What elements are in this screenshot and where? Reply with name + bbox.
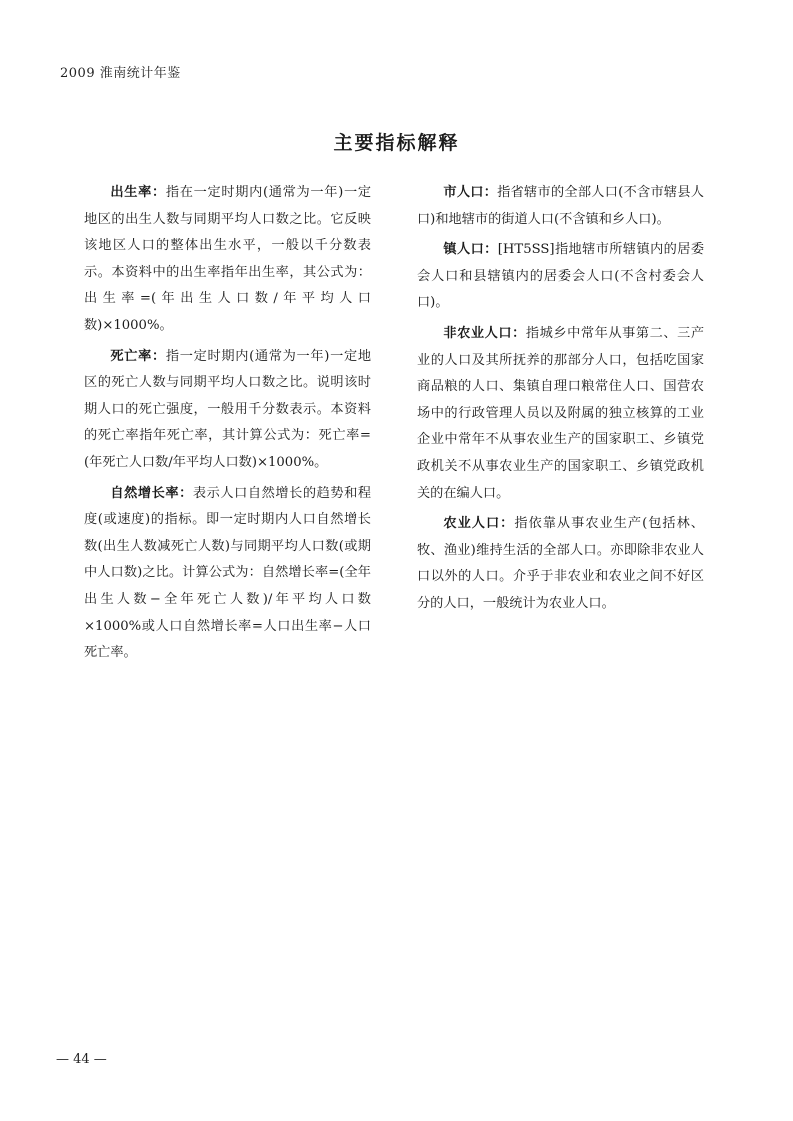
page-number: — 44 — xyxy=(56,1052,107,1067)
definition-text: 指在一定时期内(通常为一年)一定地区的出生人数与同期平均人口数之比。它反映该地区人口的整体出生水平，一般以千分数表示。本资料中的出生率指年出生率，其公式为：出生率=(年出生人口数/年平均人口数)×1000%。 xyxy=(84,185,372,333)
definition-birth-rate xyxy=(84,180,371,340)
left-column xyxy=(84,180,371,671)
term-non-agricultural-population: 非农业人口： xyxy=(443,325,526,341)
running-head: 2009 淮南统计年鉴 xyxy=(60,66,181,81)
definition-text: [HT5SS]指地辖市所辖镇内的居委会人口和县辖镇内的居委会人口(不含村委会人口)。 xyxy=(417,242,705,311)
term-agricultural-population: 农业人口： xyxy=(443,516,515,532)
definition-town-population xyxy=(417,237,704,317)
term-birth-rate: 出生率： xyxy=(110,185,166,200)
definition-natural-growth-rate xyxy=(84,481,371,667)
right-column xyxy=(417,180,704,622)
definition-text: 指省辖市的全部人口(不含市辖县人口)和地辖市的街道人口(不含镇和乡人口)。 xyxy=(417,185,704,227)
definition-city-population xyxy=(417,180,704,233)
term-town-population: 镇人口： xyxy=(443,242,498,258)
definition-agricultural-population xyxy=(417,511,704,617)
term-city-population: 市人口： xyxy=(443,185,498,200)
term-death-rate: 死亡率： xyxy=(110,348,166,364)
page-title: 主要指标解释 xyxy=(333,132,460,154)
term-natural-growth-rate: 自然增长率： xyxy=(110,485,193,501)
definition-text: 指依靠从事农业生产(包括林、牧、渔业)维持生活的全部人口。亦即除非农业人口以外的人口。介乎于非农业和农业之间不好区分的人口，一般统计为农业人口。 xyxy=(417,516,704,611)
definition-non-agricultural-population xyxy=(417,321,704,507)
definition-death-rate xyxy=(84,344,371,477)
definition-text: 表示人口自然增长的趋势和程度(或速度)的指标。即一定时期内人口自然增长数(出生人数减死亡人数)与同期平均人口数(或期中人口数)之比。计算公式为：自然增长率=(全年出生人数−全年死亡人数)/年平均人口数×1000%或人口自然增长率=人口出生率−人口死亡率。 xyxy=(84,485,372,661)
definition-text: 指一定时期内(通常为一年)一定地区的死亡人数与同期平均人口数之比。说明该时期人口的死亡强度，一般用千分数表示。本资料的死亡率指年死亡率，其计算公式为：死亡率=(年死亡人口数/年平均人口数)×1000%。 xyxy=(84,348,372,470)
definition-text: 指城乡中常年从事第二、三产业的人口及其所抚养的那部分人口，包括吃国家商品粮的人口、集镇自理口粮常住人口、国营农场中的行政管理人员以及附属的独立核算的工业企业中常年不从事农业生产的国家职工、乡镇党政机关不从事农业生产的国家职工、乡镇党政机关的在编人口。 xyxy=(417,325,705,501)
